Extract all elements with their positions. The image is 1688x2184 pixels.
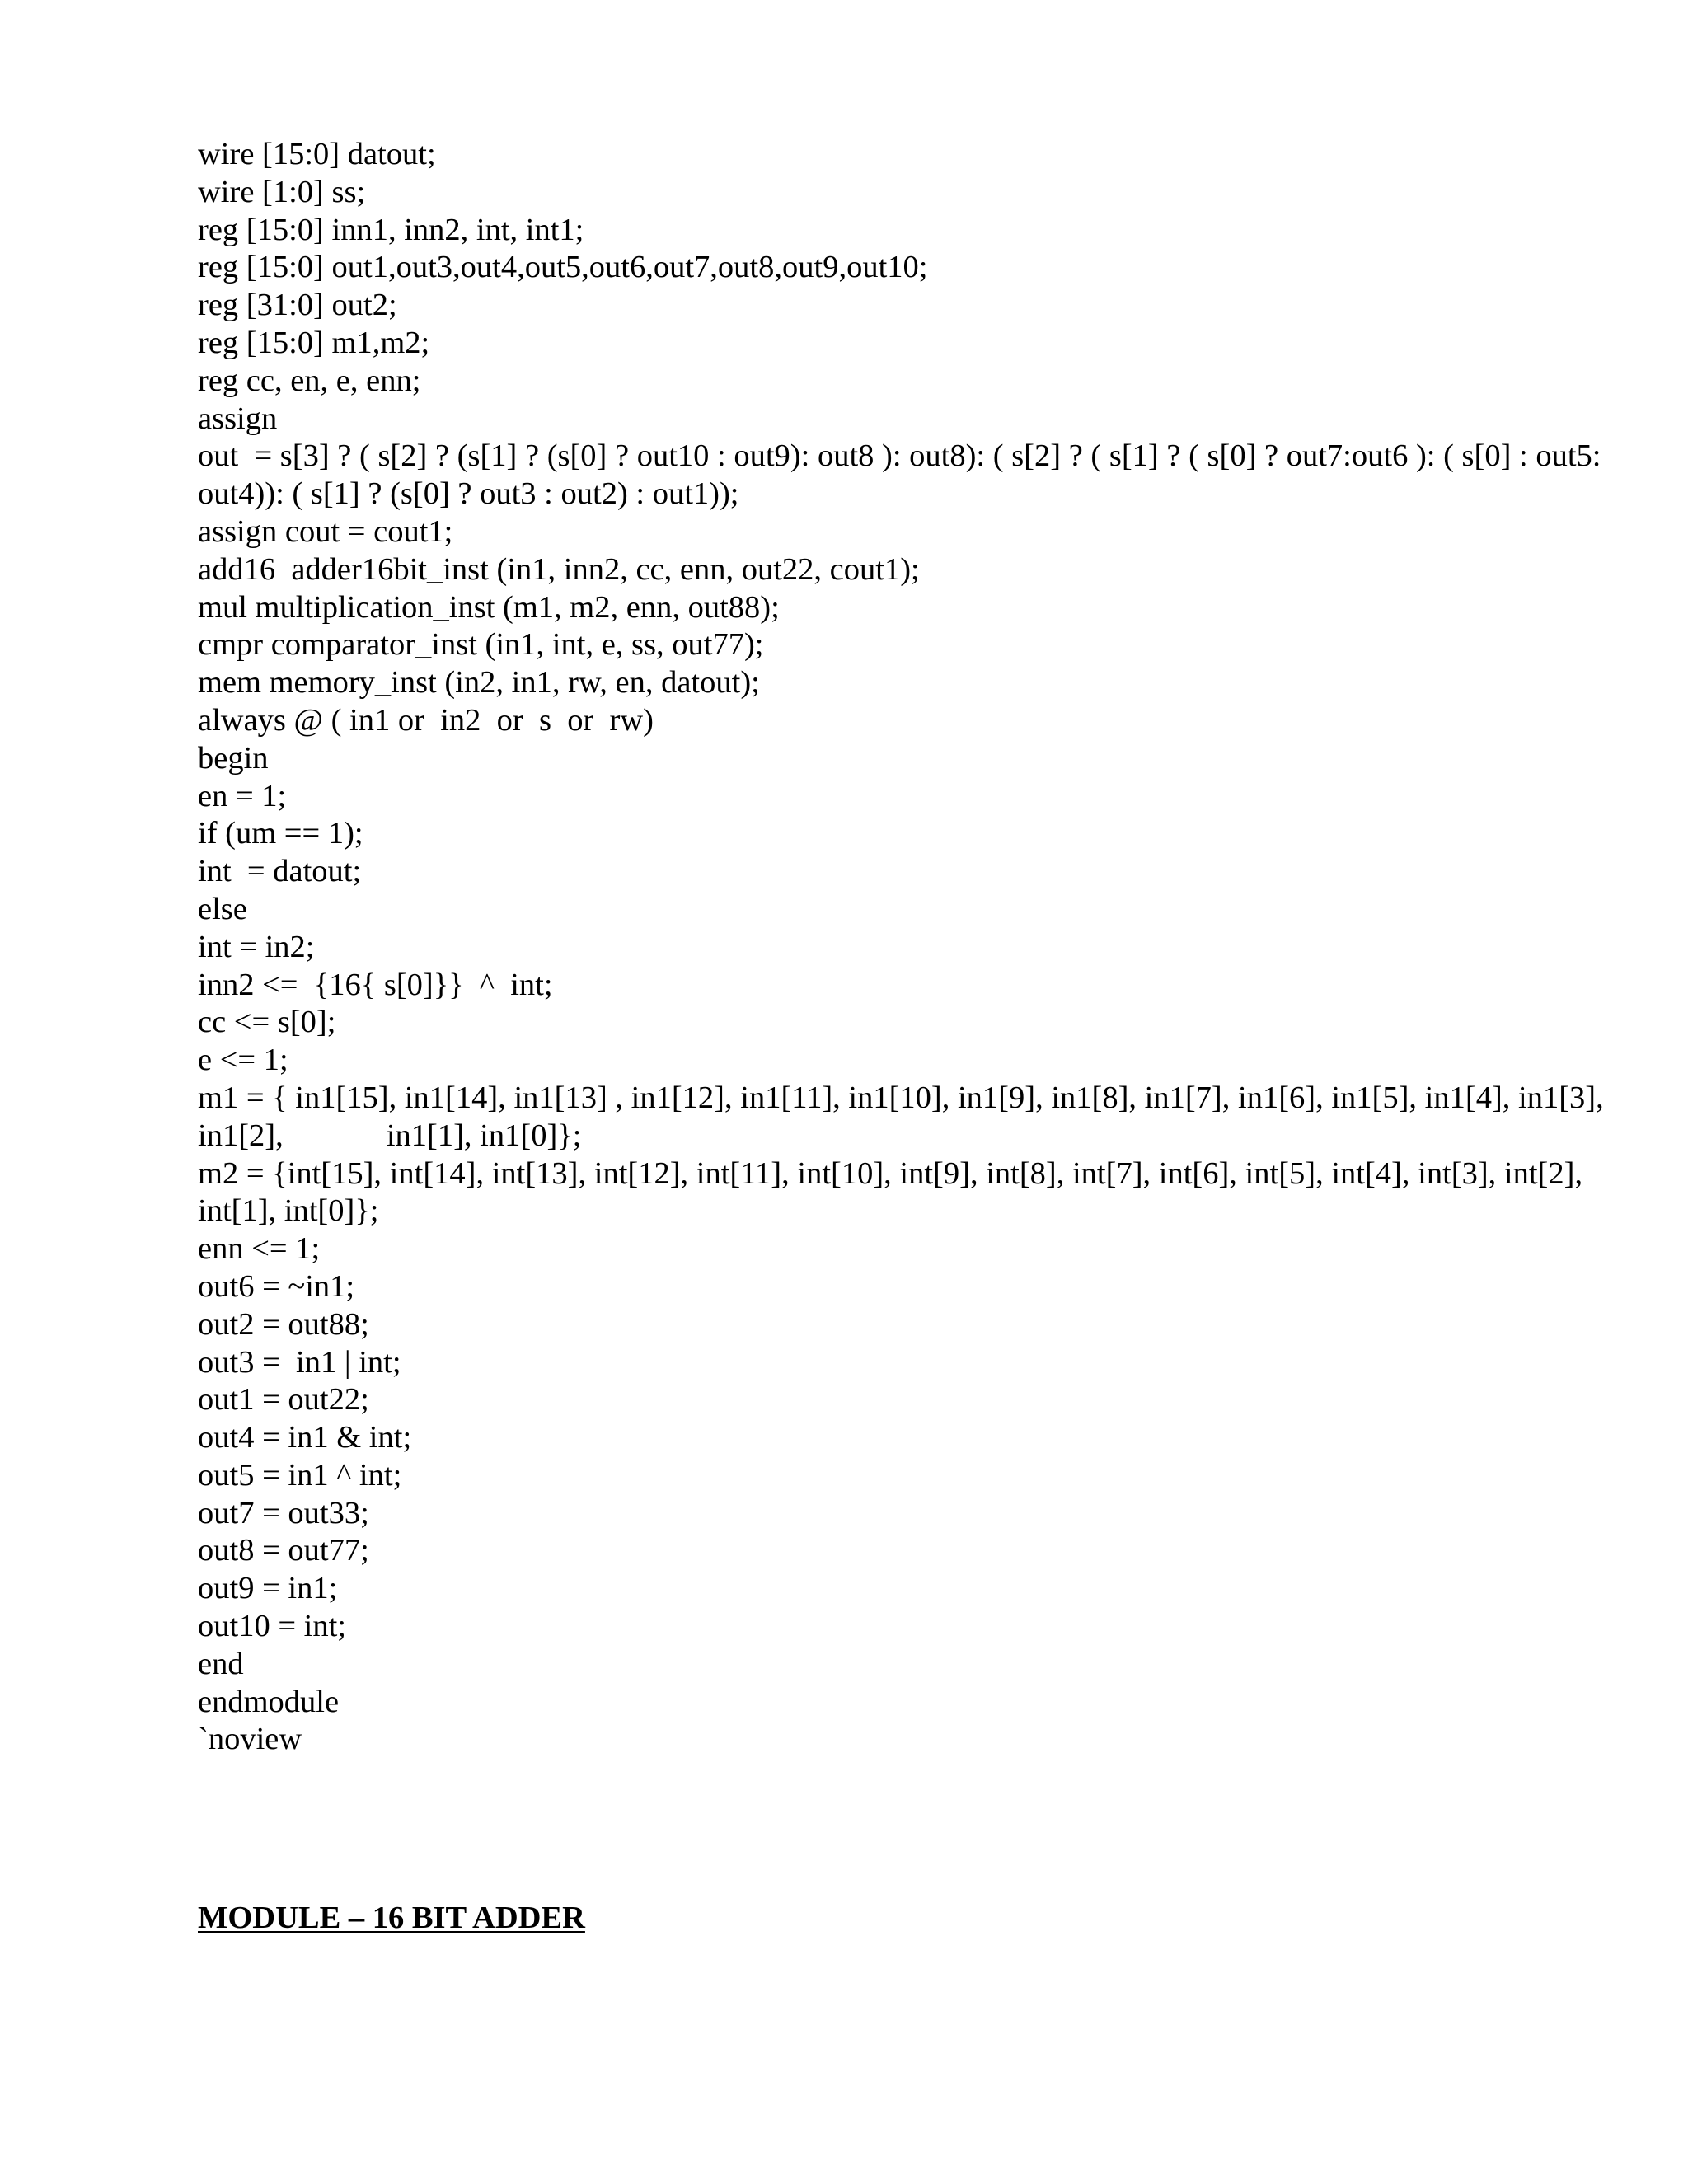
code-line: wire [1:0] ss; [198,174,366,209]
code-line: begin [198,740,269,776]
code-line: int[1], int[0]}; [198,1193,379,1229]
code-line: mem memory_inst (in2, in1, rw, en, datout); [198,665,760,701]
code-line: out6 = ~in1; [198,1268,355,1304]
code-line: endmodule [198,1684,340,1719]
code-line: if (um == 1); [198,816,363,851]
code-line: else [198,891,247,926]
code-line: out7 = out33; [198,1495,369,1530]
code-line: reg cc, en, e, enn; [198,363,421,398]
code-line: assign cout = cout1; [198,513,453,549]
code-line: int = datout; [198,854,362,889]
code-line: out4 = in1 & int; [198,1420,412,1455]
code-line: mul multiplication_inst (m1, m2, enn, out88); [198,589,780,625]
section-heading: MODULE – 16 BIT ADDER [198,1900,585,1935]
code-line: out1 = out22; [198,1382,369,1418]
code-line: reg [15:0] out1,out3,out4,out5,out6,out7,out8,out9,out10; [198,250,928,285]
code-line: `noview [198,1722,302,1757]
code-line: reg [15:0] m1,m2; [198,325,430,360]
code-line: add16 adder16bit_inst (in1, inn2, cc, enn, out22, cout1); [198,551,920,587]
code-line: always @ ( in1 or in2 or s or rw) [198,702,654,738]
code-line: out2 = out88; [198,1306,369,1342]
code-line: out10 = int; [198,1609,346,1644]
code-line: m2 = {int[15], int[14], int[13], int[12], int[11], int[10], int[9], int[8], int[7], int[6], int[5], int[4], int[3], int[2], [198,1155,1583,1191]
code-line: m1 = { in1[15], in1[14], in1[13] , in1[12], in1[11], in1[10], in1[9], in1[8], in1[7], in1[6], in1[5], in1[4], in1[3], [198,1080,1604,1115]
verilog-code-listing [198,136,1673,1759]
code-line: e <= 1; [198,1043,288,1078]
code-line: cc <= s[0]; [198,1005,336,1040]
code-line: out3 = in1 | int; [198,1344,401,1380]
code-line: reg [15:0] inn1, inn2, int, int1; [198,212,584,247]
code-line: cmpr comparator_inst (in1, int, e, ss, out77); [198,627,764,663]
code-line: assign [198,401,278,436]
code-line: reg [31:0] out2; [198,288,397,323]
code-line: in1[2], in1[1], in1[0]}; [198,1118,582,1153]
code-line: en = 1; [198,778,287,813]
code-line: end [198,1646,244,1681]
code-line: inn2 <= {16{ s[0]}} ^ int; [198,967,553,1002]
code-line: out9 = in1; [198,1571,338,1606]
code-line: enn <= 1; [198,1231,321,1267]
code-line: out = s[3] ? ( s[2] ? (s[1] ? (s[0] ? out10 : out9): out8 ): out8): ( s[2] ? ( s[1] ? ( s[0] ? out7:out6 ): ( s[0] : out5: [198,438,1601,474]
code-line: int = in2; [198,929,315,964]
code-line: out5 = in1 ^ int; [198,1457,402,1493]
code-line: out8 = out77; [198,1533,369,1568]
code-line: out4)): ( s[1] ? (s[0] ? out3 : out2) : out1)); [198,476,739,512]
code-line: wire [15:0] datout; [198,137,436,171]
